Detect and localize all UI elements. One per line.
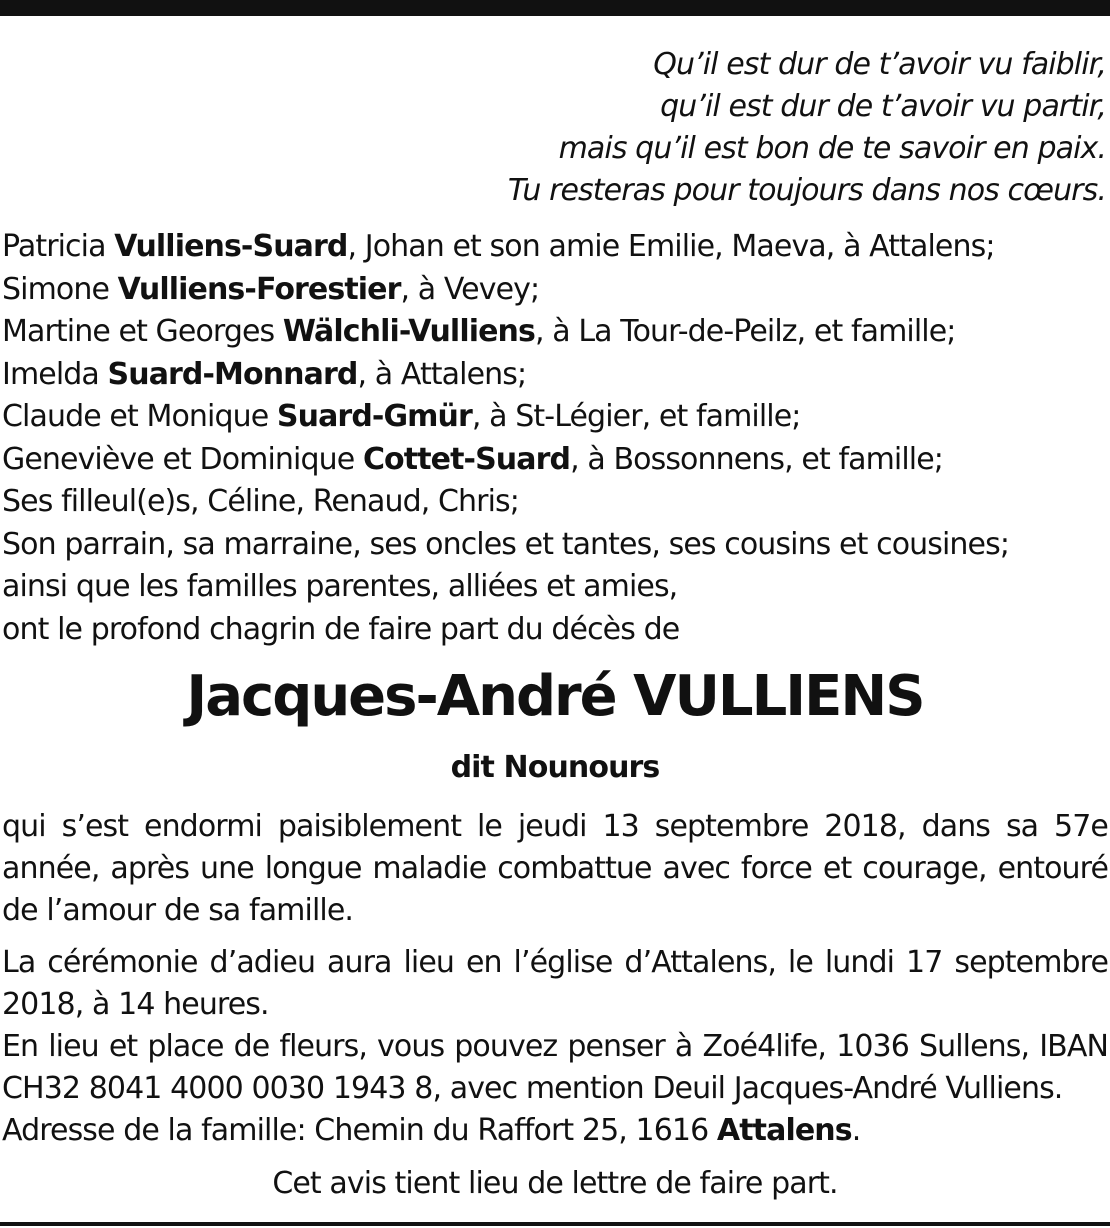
- family-address: Adresse de la famille: Chemin du Raffort 25, 1616 Attalens.: [2, 1113, 861, 1148]
- family-list: [2, 226, 1009, 651]
- poem-line: mais qu’il est bon de te savoir en paix.: [558, 131, 1106, 166]
- death-paragraph: qui s’est endormi paisiblement le jeudi 13 septembre 2018, dans sa 57e année, après une longue maladie combattue avec force et courage, entouré de l’amour de sa famille.: [2, 809, 1108, 928]
- family-surname: Wälchli-Vulliens: [282, 314, 535, 349]
- family-line: ont le profond chagrin de faire part du décès de: [2, 611, 680, 647]
- family-line: Claude et Monique Suard-Gmür, à St-Légier, et famille;: [2, 399, 801, 434]
- family-line: Simone Vulliens-Forestier, à Vevey;: [2, 271, 540, 307]
- deceased-name: Jacques-André VULLIENS: [186, 664, 924, 729]
- closing-note: Cet avis tient lieu de lettre de faire part.: [272, 1166, 838, 1201]
- ceremony-details: [2, 942, 1108, 1152]
- family-line: Martine et Georges Wälchli-Vulliens, à La Tour-de-Peilz, et famille;: [2, 314, 956, 349]
- donation-line: En lieu et place de fleurs, vous pouvez penser à Zoé4life, 1036 Sullens, IBAN CH32 8041 4000 0030 1943 8, avec mention Deuil Jacques-André Vulliens.: [2, 1029, 1108, 1106]
- family-line: Patricia Vulliens-Suard, Johan et son amie Emilie, Maeva, à Attalens;: [2, 229, 995, 264]
- family-line: Geneviève et Dominique Cottet-Suard, à Bossonnens, et famille;: [2, 441, 943, 477]
- family-line: Son parrain, sa marraine, ses oncles et tantes, ses cousins et cousines;: [2, 526, 1010, 562]
- family-line: Ses filleul(e)s, Céline, Renaud, Chris;: [2, 484, 519, 519]
- family-surname: Vulliens-Forestier: [117, 271, 401, 307]
- family-line: Imelda Suard-Monnard, à Attalens;: [2, 356, 527, 392]
- family-surname: Vulliens-Suard: [114, 229, 348, 264]
- family-line: ainsi que les familles parentes, alliées et amies,: [2, 569, 678, 604]
- address-city: Attalens: [716, 1113, 852, 1148]
- family-surname: Cottet-Suard: [362, 441, 571, 477]
- poem-verse: [508, 44, 1106, 212]
- top-border-rule: [0, 0, 1110, 16]
- ceremony-line: La cérémonie d’adieu aura lieu en l’église d’Attalens, le lundi 17 septembre 2018, à 14 heures.: [2, 945, 1108, 1022]
- poem-line: qu’il est dur de t’avoir vu partir,: [660, 89, 1106, 124]
- family-surname: Suard-Monnard: [107, 356, 358, 392]
- deceased-nickname: dit Nounours: [450, 750, 660, 785]
- poem-line: Tu resteras pour toujours dans nos cœurs.: [507, 173, 1106, 208]
- bottom-border-rule: [0, 1222, 1110, 1226]
- poem-line: Qu’il est dur de t’avoir vu faiblir,: [653, 47, 1106, 82]
- family-surname: Suard-Gmür: [276, 399, 472, 434]
